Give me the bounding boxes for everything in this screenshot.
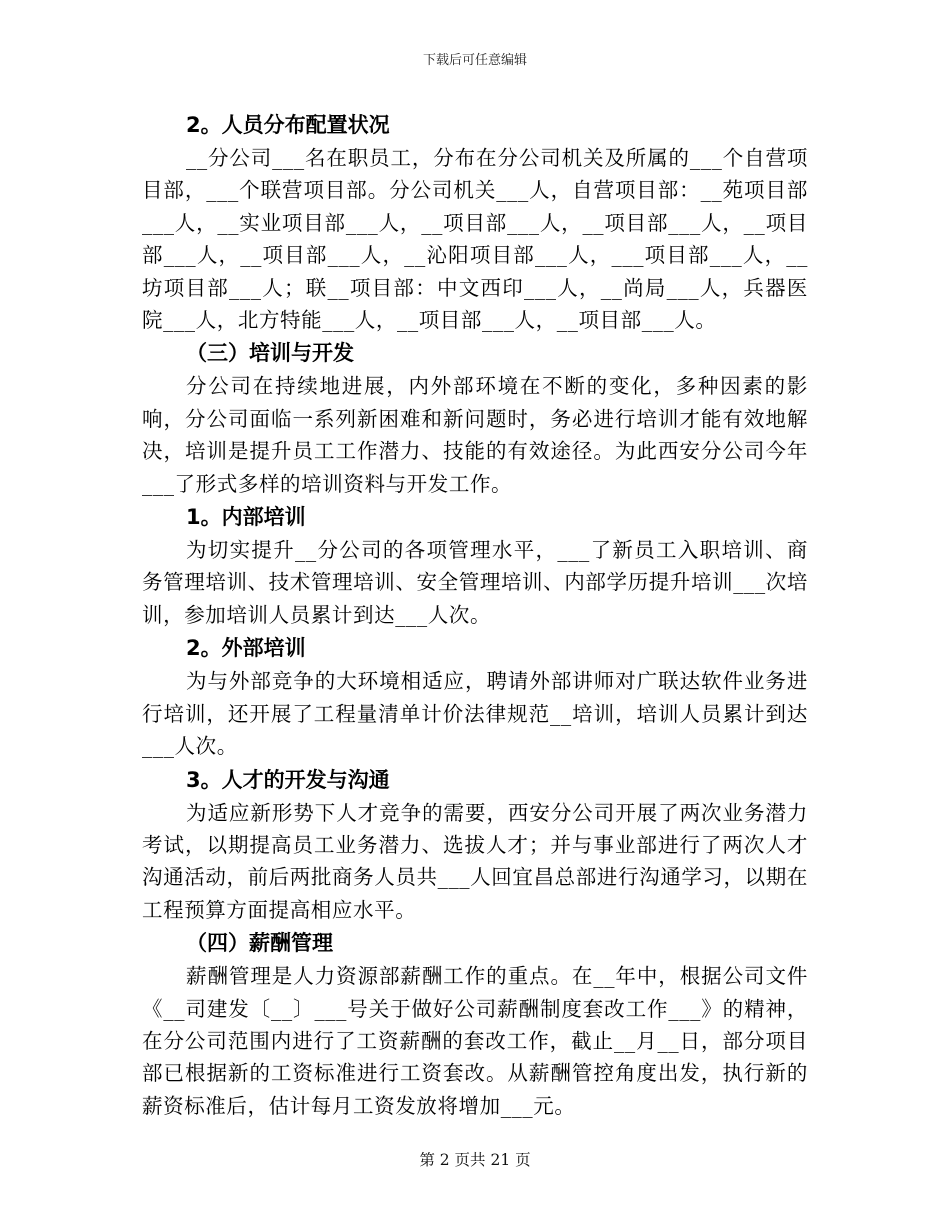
paragraph-compensation: 薪酬管理是人力资源部薪酬工作的重点。在__年中，根据公司文件《__司建发〔__〕___号关于做好公司薪酬制度套改工作___》的精神，在分公司范围内进行了工资薪酬的套改工作，截止__月__日，部分项目部已根据新的工资标准进行工资套改。从薪酬管控角度出发，执行新的薪资标准后，估计每月工资发放将增加___元。	[142, 964, 808, 1118]
section-heading-compensation: （四）薪酬管理	[186, 931, 333, 956]
page-number-footer: 第 2 页共 21 页	[419, 1151, 531, 1169]
section-heading-training-development: （三）培训与开发	[186, 341, 354, 366]
page-header-note: 下载后可任意编辑	[422, 53, 527, 68]
section-heading-external-training: 2。外部培训	[186, 636, 306, 661]
paragraph-internal-training: 为切实提升__分公司的各项管理水平，___了新员工入职培训、商务管理培训、技术管理培训、安全管理培训、内部学历提升培训___次培训，参加培训人员累计到达___人次。	[142, 538, 808, 627]
section-heading-personnel-distribution: 2。人员分布配置状况	[186, 113, 390, 137]
document-body	[142, 108, 808, 1122]
paragraph-external-training: 为与外部竞争的大环境相适应，聘请外部讲师对广联达软件业务进行培训，还开展了工程量清单计价法律规范__培训，培训人员累计到达___人次。	[142, 669, 808, 759]
paragraph-personnel-distribution: __分公司___名在职员工，分布在分公司机关及所属的___个自营项目部，___个联营项目部。分公司机关___人，自营项目部：__苑项目部___人，__实业项目部___人，__项目部___人，__项目部___人，__项目部___人，__项目部___人，__沁阳项目部___人，___项目部___人，__坊项目部___人；联__项目部：中文西印___人，__尚局___人，兵器医院___人，北方特能___人，__项目部___人，__项目部___人。	[142, 146, 808, 333]
paragraph-talent-development: 为适应新形势下人才竞争的需要，西安分公司开展了两次业务潜力考试，以期提高员工业务潜力、选拔人才；并与事业部进行了两次人才沟通活动，前后两批商务人员共___人回宜昌总部进行沟通学习，以期在工程预算方面提高相应水平。	[142, 800, 808, 922]
section-heading-internal-training: 1。内部培训	[186, 505, 306, 530]
section-heading-talent-development: 3。人才的开发与沟通	[186, 767, 390, 792]
paragraph-training-development: 分公司在持续地进展，内外部环境在不断的变化，多种因素的影响，分公司面临一系列新困难和新问题时，务必进行培训才能有效地解决，培训是提升员工工作潜力、技能的有效途径。为此西安分公司今年___了形式多样的培训资料与开发工作。	[142, 374, 808, 496]
